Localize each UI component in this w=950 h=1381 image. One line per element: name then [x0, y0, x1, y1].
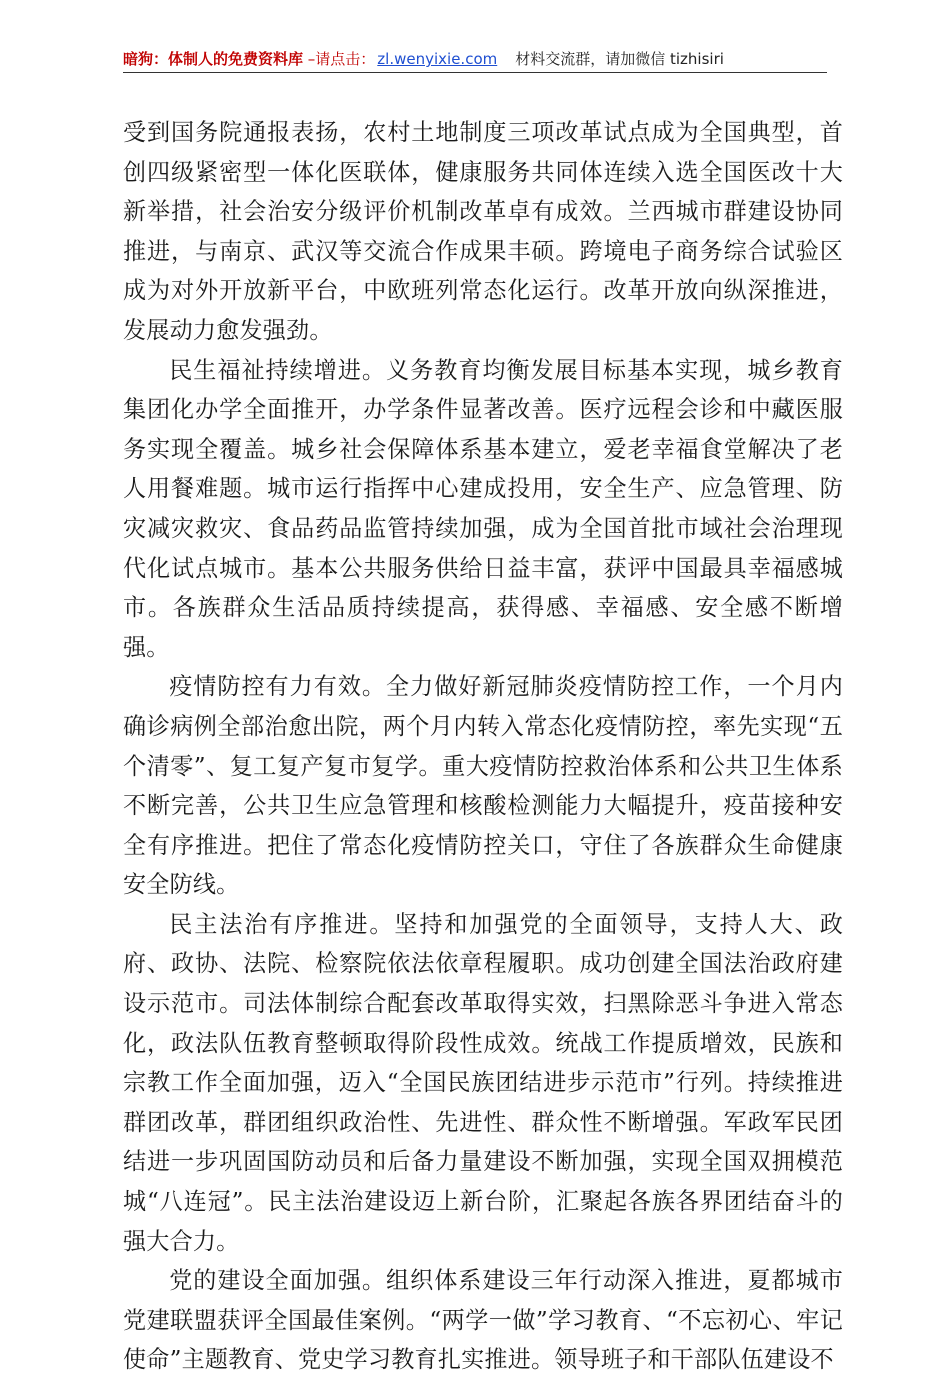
header-contact: 材料交流群，请加微信 tizhisiri — [515, 50, 724, 68]
header-prompt: –请点击： — [303, 50, 376, 68]
header-brand: 暗狗：体制人的免费资料库 — [123, 50, 304, 68]
document-body — [123, 114, 843, 1381]
page-header — [123, 46, 827, 72]
paragraph-rule-of-law: 民主法治有序推进。坚持和加强党的全面领导，支持人大、政府、政协、法院、检察院依法依章程履职。成功创建全国法治政府建设示范市。司法体制综合配套改革取得实效，扫黑除恶斗争进入常态化，政法队伍教育整顿取得阶段性成效。统战工作提质增效，民族和宗教工作全面加强，迈入“全国民族团结进步示范市”行列。持续推进群团改革，群团组织政治性、先进性、群众性不断增强。军政军民团结进一步巩固国防动员和后备力量建设不断加强，实现全国双拥模范城“八连冠”。民主法治建设迈上新台阶，汇聚起各族各界团结奋斗的强大合力。 — [123, 911, 843, 1255]
paragraph-party-building: 党的建设全面加强。组织体系建设三年行动深入推进，夏都城市党建联盟获评全国最佳案例。“两学一做”学习教育、“不忘初心、牢记使命”主题教育、党史学习教育扎实推进。领导班子和干部队伍建设不 — [123, 1268, 843, 1374]
header-link[interactable]: zl.wenyixie.com — [377, 50, 498, 68]
paragraph-epidemic: 疫情防控有力有效。全力做好新冠肺炎疫情防控工作，一个月内确诊病例全部治愈出院，两个月内转入常态化疫情防控，率先实现“五个清零”、复工复产复市复学。重大疫情防控救治体系和公共卫生体系不断完善，公共卫生应急管理和核酸检测能力大幅提升，疫苗接种安全有序推进。把住了常态化疫情防控关口，守住了各族群众生命健康安全防线。 — [123, 674, 843, 899]
paragraph-livelihood: 民生福祉持续增进。义务教育均衡发展目标基本实现，城乡教育集团化办学全面推开，办学条件显著改善。医疗远程会诊和中藏医服务实现全覆盖。城乡社会保障体系基本建立，爱老幸福食堂解决了老人用餐难题。城市运行指挥中心建成投用，安全生产、应急管理、防灾减灾救灾、食品药品监管持续加强，成为全国首批市域社会治理现代化试点城市。基本公共服务供给日益丰富，获评中国最具幸福感城市。各族群众生活品质持续提高，获得感、幸福感、安全感不断增强。 — [123, 357, 843, 661]
paragraph-continuation: 受到国务院通报表扬，农村土地制度三项改革试点成为全国典型，首创四级紧密型一体化医联体，健康服务共同体连续入选全国医改十大新举措，社会治安分级评价机制改革卓有成效。兰西城市群建设协同推进，与南京、武汉等交流合作成果丰硕。跨境电子商务综合试验区成为对外开放新平台，中欧班列常态化运行。改革开放向纵深推进，发展动力愈发强劲。 — [123, 120, 843, 344]
header-divider — [123, 72, 827, 73]
